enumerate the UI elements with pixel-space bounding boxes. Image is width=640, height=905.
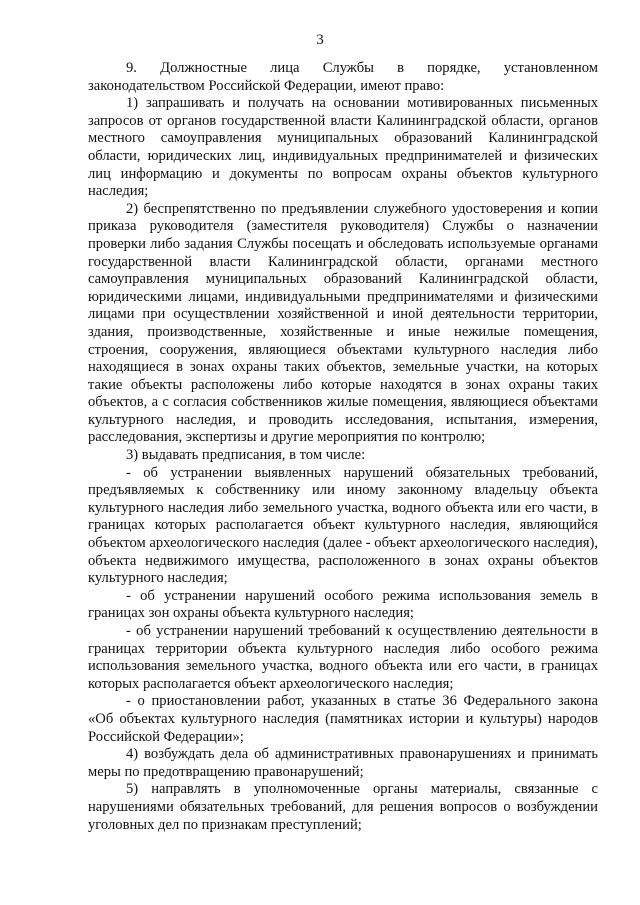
paragraph-9-item-3: 3) выдавать предписания, в том числе: bbox=[126, 447, 366, 464]
paragraph-9-item-2: 2) беспрепятственно по предъявлении служебного удостоверения и копии приказа руководителя (заместителя руководителя) Службы о назначении проверки либо задания Службы посещать и обследовать используемые органами государственной власти Калининградской области, органами местного самоуправления муниципальных образований Калининградской области, юридическими лицами, индивидуальными предпринимателями и физическими лицами при осуществлении хозяйственной и иной деятельности территории, здания, производственные, хозяйственные и иные нежилые помещения, строения, сооружения, являющиеся объектами культурного наследия либо находящиеся в зонах охраны таких объектов, земельные участки, на которых такие объекты расположены либо которые находятся в зонах охраны таких объектов, а с согласия собственников жилые помещения, являющиеся объектами культурного наследия, и проводить исследования, испытания, измерения, расследования, экспертизы и другие мероприятия по контролю; bbox=[88, 200, 598, 446]
item-3-bullet-2: - об устранении нарушений особого режима использования земель в границах зон охраны объекта культурного наследия; bbox=[88, 587, 598, 622]
document-body bbox=[88, 60, 598, 834]
paragraph-9-item-5: 5) направлять в уполномоченные органы материалы, связанные с нарушениями обязательных требований, для решения вопросов о возбуждении уголовных дел по признакам преступлений; bbox=[88, 781, 598, 833]
item-3-bullet-3: - об устранении нарушений требований к осуществлению деятельности в границах территории объекта культурного наследия либо особого режима использования земельного участка, водного объекта или его части, в границах которых располагается объект археологического наследия; bbox=[88, 623, 598, 692]
item-3-bullet-1: - об устранении выявленных нарушений обязательных требований, предъявляемых к собственнику или иному законному владельцу объекта культурного наследия либо земельного участка, водного объекта или его части, в границах которых располагается объект культурного наследия, являющийся объектом археологического наследия (далее - объект археологического наследия), объекта недвижимого имущества, расположенного в зонах охраны объектов культурного наследия; bbox=[88, 464, 598, 587]
page-number: 3 bbox=[316, 32, 324, 48]
paragraph-9-item-4: 4) возбуждать дела об административных правонарушениях и принимать меры по предотвращению правонарушений; bbox=[88, 746, 598, 780]
item-3-bullet-4: - о приостановлении работ, указанных в статье 36 Федерального закона «Об объектах культурного наследия (памятниках истории и культуры) народов Российской Федерации»; bbox=[88, 693, 598, 745]
paragraph-9-item-1: 1) запрашивать и получать на основании мотивированных письменных запросов от органов государственной власти Калининградской области, органов местного самоуправления муниципальных образований Калининградской области, юридических лиц, индивидуальных предпринимателей и физических лиц информацию и документы по вопросам охраны объектов культурного наследия; bbox=[88, 95, 598, 200]
paragraph-9: 9. Должностные лица Службы в порядке, установленном законодательством Российской Федерации, имеют право: bbox=[88, 60, 598, 94]
